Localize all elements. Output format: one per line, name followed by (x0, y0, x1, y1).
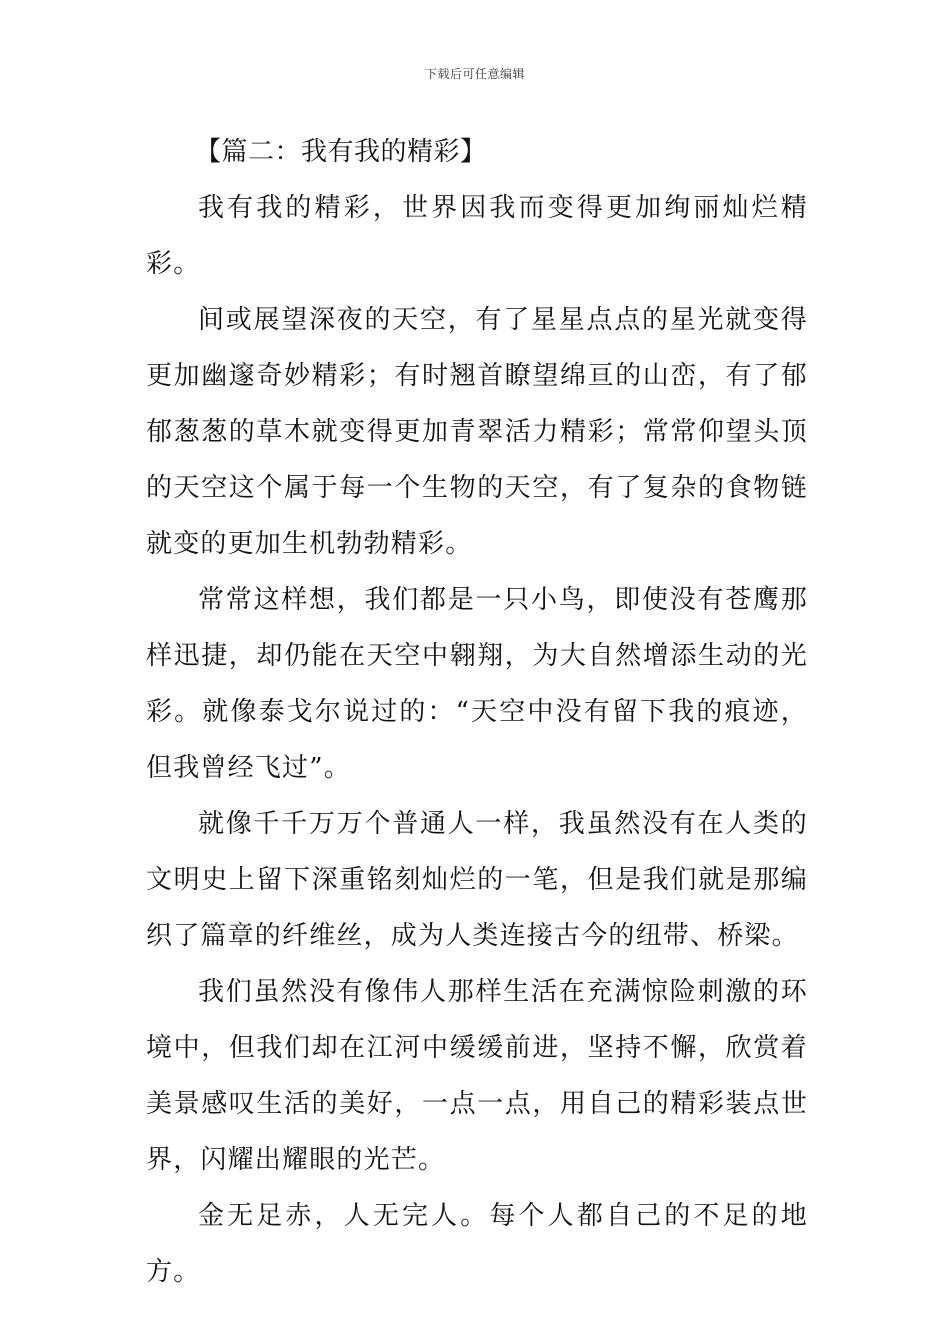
paragraph-1: 我有我的精彩，世界因我而变得更加绚丽灿烂精彩。 (146, 193, 808, 279)
paragraph-4: 就像千千万万个普通人一样，我虽然没有在人类的文明史上留下深重铭刻灿烂的一笔，但是我们就是那编织了篇章的纤维丝，成为人类连接古今的纽带、桥梁。 (146, 809, 808, 951)
page-header: 下载后可任意编辑 (424, 67, 525, 81)
paragraph-3: 常常这样想，我们都是一只小鸟，即使没有苍鹰那样迅捷，却仍能在天空中翱翔，为大自然增添生动的光彩。就像泰戈尔说过的：“天空中没有留下我的痕迹，但我曾经飞过”。 (146, 585, 808, 783)
paragraph-6: 金无足赤，人无完人。每个人都自己的不足的地方。 (146, 1201, 808, 1287)
paragraph-2: 间或展望深夜的天空，有了星星点点的星光就变得更加幽邃奇妙精彩；有时翘首瞭望绵亘的山峦，有了郁郁葱葱的草木就变得更加青翠活力精彩；常常仰望头顶的天空这个属于每一个生物的天空，有了复杂的食物链就变的更加生机勃勃精彩。 (146, 305, 808, 559)
document-body (146, 124, 808, 1300)
document-title: 【篇二：我有我的精彩】 (195, 137, 487, 167)
paragraph-5: 我们虽然没有像伟人那样生活在充满惊险刺激的环境中，但我们却在江河中缓缓前进，坚持不懈，欣赏着美景感叹生活的美好，一点一点，用自己的精彩装点世界，闪耀出耀眼的光芒。 (146, 977, 808, 1175)
